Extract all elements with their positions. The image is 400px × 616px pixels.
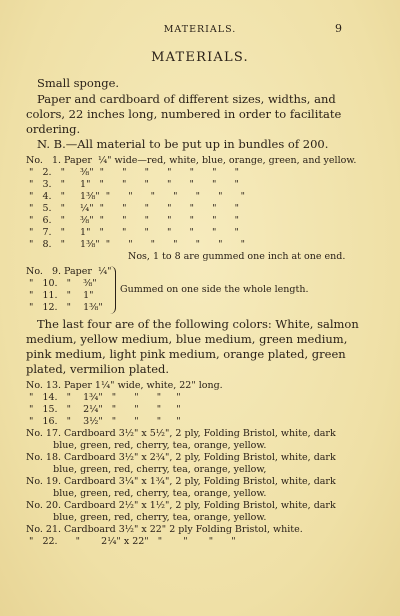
intro-line: colors, 22 inches long, numbered in order to facilitate (26, 107, 342, 121)
list-item: " 3. " 1" " " " " " " " (26, 179, 239, 190)
list-item: No. 13. Paper 1¼" wide, white, 22" long. (26, 380, 223, 391)
list-item: " 5. " ¼" " " " " " " " (26, 203, 239, 214)
list-item: blue, green, red, cherry, tea, orange, yellow. (26, 512, 267, 523)
colors-line: pink medium, light pink medium, orange plated, green (26, 347, 346, 361)
running-head: MATERIALS. (163, 24, 237, 35)
list-item: No. 17. Cardboard 3½" x 5½", 2 ply, Folding Bristol, white, dark (26, 428, 336, 439)
list-item: blue, green, red, cherry, tea, orange, yellow. (26, 440, 267, 451)
list-item: blue, green, red, cherry, tea, orange, yellow. (26, 488, 267, 499)
colors-line: medium, yellow medium, blue medium, green medium, (26, 332, 348, 346)
list-item: " 4. " 1⅜" " " " " " " " (26, 191, 246, 202)
list-item: " 22. " 2¼" x 22" " " " " (26, 536, 236, 547)
list-item: " 7. " 1" " " " " " " " (26, 227, 239, 238)
list-item: No. 18. Cardboard 3½" x 2¾", 2 ply, Folding Bristol, white, dark (26, 452, 336, 463)
list-item: No. 20. Cardboard 2½" x 1½", 2 ply, Folding Bristol, white, dark (26, 500, 336, 511)
list-item: " 12. " 1⅜" (26, 302, 103, 313)
list-item: No. 21. Cardboard 3½" x 22" 2 ply Folding Bristol, white. (26, 524, 303, 535)
colors-line: plated, vermilion plated. (26, 362, 170, 376)
brace-text: Gummed on one side the whole length. (120, 284, 309, 295)
colors-line: The last four are of the following colors: White, salmon (37, 317, 359, 331)
page-number: 9 (335, 22, 342, 35)
list-item: " 11. " 1" (26, 290, 94, 301)
list-item: " 8. " 1⅜" " " " " " " " (26, 239, 246, 250)
gummed-note: Nos, 1 to 8 are gummed one inch at one end. (128, 251, 346, 262)
intro-line: Small sponge. (37, 76, 120, 90)
list-item: No. 1. Paper ¼" wide—red, white, blue, orange, green, and yellow. (26, 155, 357, 166)
list-item: " 10. " ⅜" (26, 278, 97, 289)
list-item: No. 19. Cardboard 3¼" x 1¾", 2 ply, Folding Bristol, white, dark (26, 476, 336, 487)
nb-line: N. B.—All material to be put up in bundles of 200. (37, 137, 329, 151)
intro-line: Paper and cardboard of different sizes, widths, and (37, 92, 336, 106)
list-item: " 2. " ⅜" " " " " " " " (26, 167, 239, 178)
intro-line: ordering. (26, 122, 81, 136)
list-item: " 15. " 2¼" " " " " (26, 404, 181, 415)
list-item: " 14. " 1¾" " " " " (26, 392, 181, 403)
list-item: " 16. " 3½" " " " " (26, 416, 181, 427)
list-item: blue, green, red, cherry, tea, orange, yellow, (26, 464, 267, 475)
section-title: MATERIALS. (151, 50, 249, 65)
list-item: " 6. " ⅜" " " " " " " " (26, 215, 239, 226)
brace (105, 266, 116, 314)
list-item: No. 9. Paper ¼" (26, 266, 112, 277)
